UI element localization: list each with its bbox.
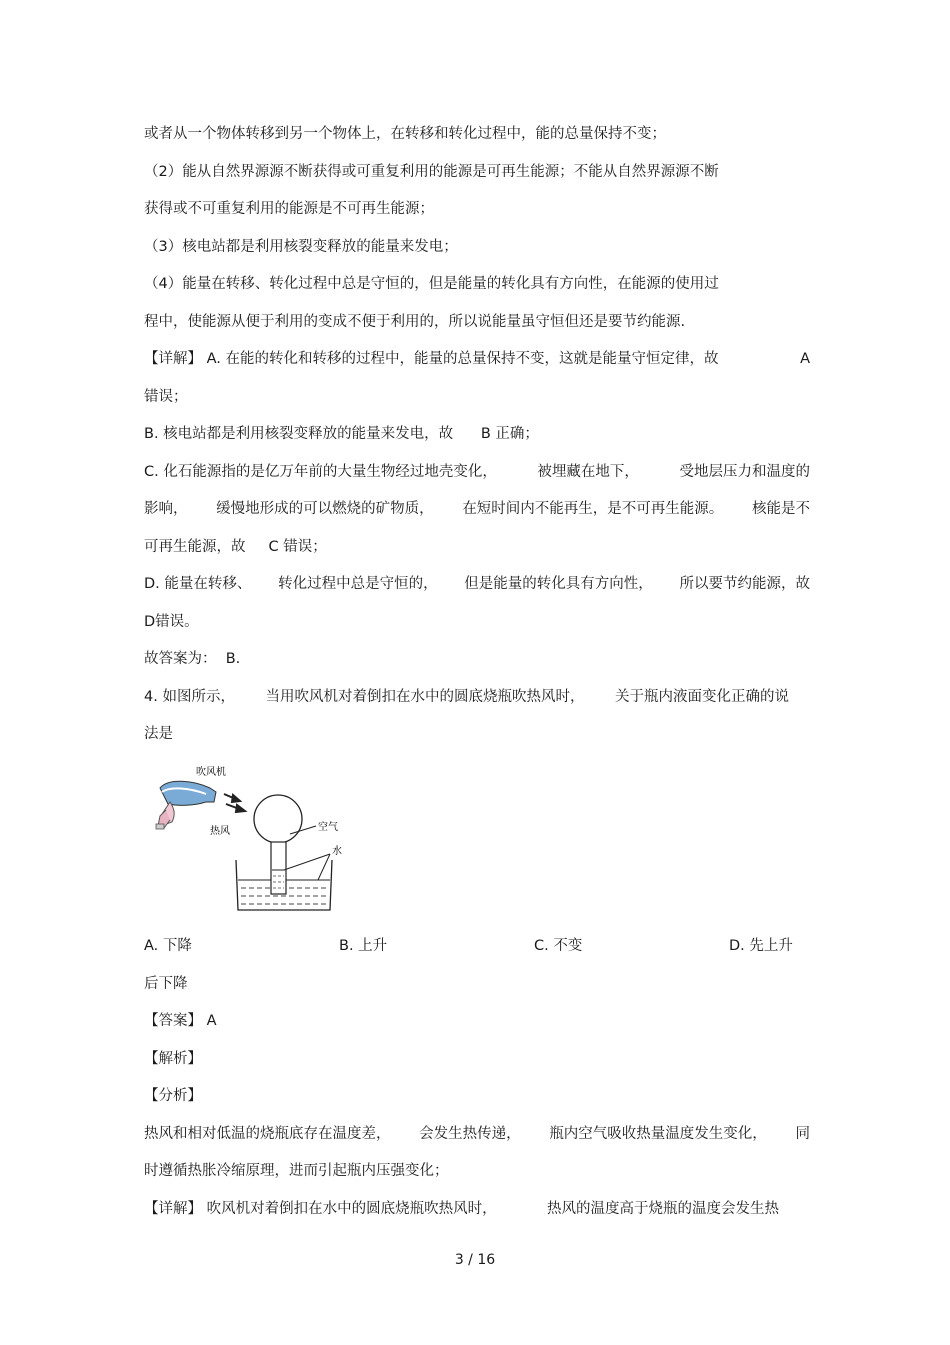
- text-segment: C. 化石能源指的是亿万年前的大量生物经过地壳变化，: [144, 464, 497, 480]
- text-segment: 【详解】 吹风机对着倒扣在水中的圆底烧瓶吹热风时，: [144, 1201, 497, 1217]
- question-line: [144, 688, 789, 706]
- text-line-spread: [144, 575, 810, 593]
- text-segment: 同: [795, 1126, 810, 1142]
- text-segment: 影响，: [144, 501, 188, 517]
- text-segment: 被埋藏在地下，: [537, 464, 639, 480]
- answer-line: 【答案】 A: [144, 1013, 217, 1029]
- text-segment: 瓶内空气吸收热量温度发生变化，: [549, 1126, 767, 1142]
- text-line: 或者从一个物体转移到另一个物体上，在转移和转化过程中，能的总量保持不变；: [144, 126, 666, 142]
- text-line: D错误。: [144, 614, 199, 630]
- text-segment: 在短时间内不能再生，是不可再生能源。: [462, 501, 724, 517]
- text-segment: D. 能量在转移、: [144, 576, 252, 592]
- text-line-spread: [144, 1200, 779, 1218]
- text-segment: 【详解】 A. 在能的转化和转移的过程中，能量的总量保持不变，这就是能量守恒定律，故: [144, 351, 719, 367]
- text-segment: A: [800, 351, 810, 367]
- text-line: 故答案为： B.: [144, 651, 241, 667]
- text-line-spread: [144, 350, 810, 368]
- text-segment: 会发生热传递，: [419, 1126, 521, 1142]
- answer-options: [144, 937, 804, 955]
- text-line: （3）核电站都是利用核裂变释放的能量来发电；: [144, 239, 458, 255]
- text-line: 可再生能源，故 C 错误；: [144, 539, 327, 555]
- text-line: 法是: [144, 726, 173, 742]
- text-line: 获得或不可重复利用的能源是不可再生能源；: [144, 201, 434, 217]
- wind-label: 热风: [210, 826, 230, 837]
- text-segment: 热风的温度高于烧瓶的温度会发生热: [547, 1201, 779, 1217]
- option-a: A. 下降: [144, 938, 192, 954]
- dryer-label: 吹风机: [196, 767, 226, 778]
- text-line: （2）能从自然界源源不断获得或可重复利用的能源是可再生能源；不能从自然界源源不断: [144, 164, 719, 180]
- text-line: 程中，使能源从便于利用的变成不便于利用的，所以说能量虽守恒但还是要节约能源.: [144, 314, 686, 330]
- option-c: C. 不变: [534, 938, 583, 954]
- air-label: 空气: [318, 822, 338, 833]
- text-line: （4）能量在转移、转化过程中总是守恒的，但是能量的转化具有方向性，在能源的使用过: [144, 276, 719, 292]
- text-segment: 缓慢地形成的可以燃烧的矿物质，: [216, 501, 434, 517]
- section-heading: 【解析】: [144, 1051, 202, 1067]
- option-d: D. 先上升: [729, 938, 793, 954]
- text-segment: 受地层压力和温度的: [679, 464, 810, 480]
- flask-icon: [254, 795, 302, 894]
- hair-dryer-icon: [156, 781, 216, 829]
- water-pointer: [284, 854, 330, 870]
- water-label: 水: [332, 846, 342, 857]
- section-heading: 【分析】: [144, 1088, 202, 1104]
- airflow-arrows-icon: [224, 794, 245, 812]
- text-segment: 4. 如图所示，: [144, 689, 235, 705]
- text-line-spread: [144, 1125, 810, 1143]
- page-number: 3 / 16: [454, 1252, 496, 1268]
- text-segment: 当用吹风机对着倒扣在水中的圆底烧瓶吹热风时，: [265, 689, 585, 705]
- text-line: 时遵循热胀冷缩原理，进而引起瓶内压强变化；: [144, 1163, 449, 1179]
- text-segment: 转化过程中总是守恒的，: [278, 576, 438, 592]
- text-line: B. 核电站都是利用核裂变释放的能量来发电，故 B 正确；: [144, 426, 539, 442]
- text-line-spread: [144, 500, 810, 518]
- text-segment: 但是能量的转化具有方向性，: [464, 576, 653, 592]
- text-segment: 热风和相对低温的烧瓶底存在温度差，: [144, 1126, 391, 1142]
- text-line: 后下降: [144, 976, 188, 992]
- text-line: 错误；: [144, 389, 188, 405]
- text-segment: 关于瓶内液面变化正确的说: [614, 689, 789, 705]
- text-segment: 所以要节约能源，故: [679, 576, 810, 592]
- option-b: B. 上升: [339, 938, 388, 954]
- text-segment: 核能是不: [751, 501, 810, 517]
- text-line-spread: [144, 463, 810, 481]
- experiment-figure: [148, 762, 368, 917]
